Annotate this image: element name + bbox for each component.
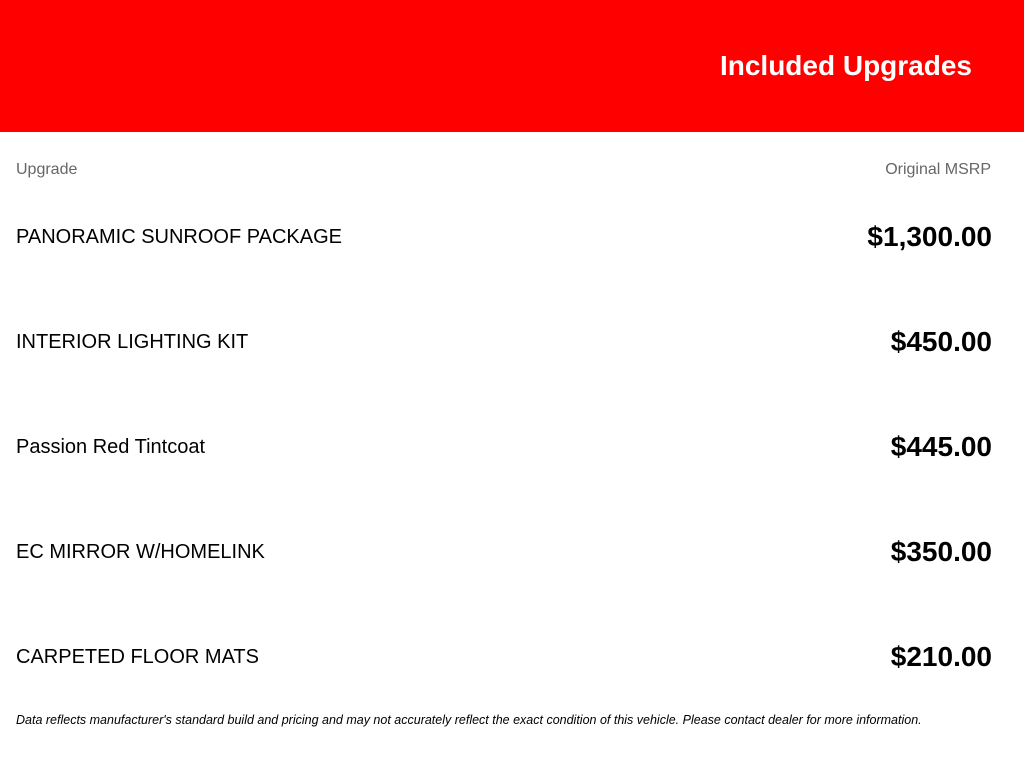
upgrade-row — [16, 532, 992, 572]
upgrade-name: INTERIOR LIGHTING KIT — [16, 331, 249, 353]
upgrade-name: EC MIRROR W/HOMELINK — [16, 541, 265, 563]
upgrade-msrp: $445.00 — [890, 431, 992, 462]
upgrade-name: CARPETED FLOOR MATS — [16, 646, 259, 668]
upgrade-row — [16, 427, 992, 467]
upgrade-name: PANORAMIC SUNROOF PACKAGE — [16, 226, 342, 248]
disclaimer-text: Data reflects manufacturer's standard build and pricing and may not accurately reflect the exact condition of this vehicle. Please contact dealer for more information. — [16, 713, 922, 727]
upgrade-row — [16, 322, 992, 362]
header-banner — [0, 0, 1024, 132]
column-header-upgrade: Upgrade — [16, 161, 78, 178]
upgrade-row — [16, 637, 992, 677]
upgrade-msrp: $210.00 — [890, 641, 992, 672]
upgrade-row — [16, 217, 992, 257]
column-header-msrp: Original MSRP — [885, 161, 991, 178]
upgrade-msrp: $450.00 — [890, 326, 992, 357]
upgrade-msrp: $350.00 — [890, 536, 992, 567]
upgrade-msrp: $1,300.00 — [867, 221, 992, 252]
page-title: Included Upgrades — [719, 50, 972, 81]
upgrade-name: Passion Red Tintcoat — [16, 436, 205, 458]
